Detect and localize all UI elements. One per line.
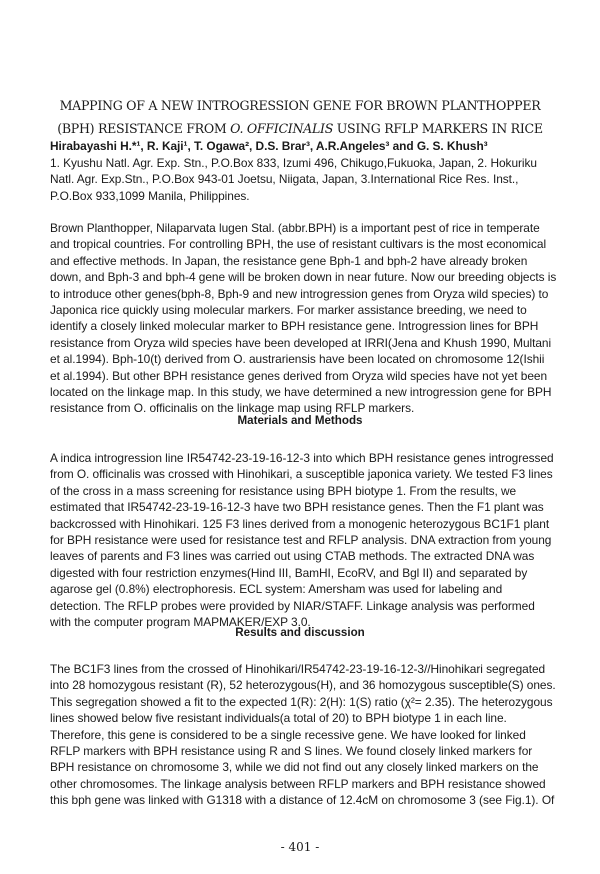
text-line: to introduce other genes(bph-8, Bph-9 and new introgression genes from Oryza wild species) to — [50, 286, 549, 301]
text-line: resistance from O. officinalis on the linkage map using RFLP markers. — [50, 401, 415, 416]
section-heading-methods: Materials and Methods — [237, 414, 363, 427]
text-line: of the cross in a mass screening for resistance using BPH biotype 1. From the results, we — [50, 483, 517, 498]
text-line: BPH resistance on chromosome 3, while we did not find out any closely linked markers on the — [50, 760, 539, 775]
text-line: The BC1F3 lines from the crossed of Hinohikari/IR54742-23-19-16-12-3//Hinohikari segregated — [50, 662, 546, 676]
section-heading-results: Results and discussion — [235, 626, 365, 639]
results-paragraph — [50, 661, 570, 809]
paper-title — [50, 94, 550, 140]
text-line: and tropical countries. For controlling BPH, the use of resistant cultivars is the most economical — [50, 237, 547, 252]
methods-paragraph — [50, 450, 570, 630]
text-line: located on the linkage map. In this study, we have determined a new introgression gene for BPH — [50, 385, 552, 400]
text-line: resistance from Oryza wild species have been developed at IRRI(Jena and Khush 1990, Multani — [50, 335, 552, 350]
text-line: Japonica rice quickly using molecular markers. For marker assistance breeding, we need to — [50, 303, 527, 318]
text-line: A indica introgression line IR54742-23-19-16-12-3 into which BPH resistance genes introgressed — [50, 451, 554, 465]
text-line: and effective methods. In Japan, the resistance gene Bph-1 and bph-2 have already broken — [50, 253, 528, 268]
text-line: other chromosomes. The linkage analysis between RFLP markers and BPH resistance showed — [50, 776, 546, 791]
affiliations — [50, 155, 565, 204]
text-line: RFLP markers with BPH resistance using R and S lines. We found closely linked markers for — [50, 744, 533, 759]
text-line: et al.1994). But other BPH resistance genes derived from Oryza wild species have not yet been — [50, 368, 548, 383]
author-list: Hirabayashi H.*¹, R. Kaji¹, T. Ogawa², D.S. Brar³, A.R.Angeles³ and G. S. Khush³ — [50, 139, 488, 153]
text-line: this bph gene was linked with G1318 with a distance of 12.4cM on chromosome 3 (see Fig.1). Of — [50, 793, 555, 808]
text-line: et al.1994). Bph-10(t) derived from O. austrariensis have been located on chromosome 12(Ishii — [50, 352, 545, 367]
affiliation-line: Natl. Agr. Exp.Stn., P.O.Box 943-01 Joetsu, Niigata, Japan, 3.International Rice Res. Inst., — [50, 172, 519, 187]
title-line-2: (BPH) RESISTANCE FROM O. OFFICINALIS USING RFLP MARKERS IN RICE — [57, 121, 543, 136]
text-line: backcrossed with Hinohikari. 125 F3 lines derived from a monogenic heterozygous BC1F1 plant — [50, 516, 550, 531]
text-line: lines showed below five resistant individuals(a total of 20) to BPH biotype 1 in each line. — [50, 711, 507, 726]
introduction-paragraph — [50, 220, 570, 417]
title-line-1: MAPPING OF A NEW INTROGRESSION GENE FOR BROWN PLANTHOPPER — [59, 98, 541, 113]
text-line: Brown Planthopper, Nilaparvata lugen Stal. (abbr.BPH) is a important pest of rice in temperate — [50, 221, 540, 235]
text-line: detection. The RFLP probes were provided by NIAR/STAFF. Linkage analysis was performed — [50, 598, 535, 613]
text-line: Therefore, this gene is considered to be a single recessive gene. We have looked for linked — [50, 727, 526, 742]
text-line: digested with four restriction enzymes(Hind III, BamHI, EcoRV, and Bgl II) and separated by — [50, 565, 528, 580]
page-number: - 401 - — [280, 840, 320, 854]
text-line: This segregation showed a fit to the expected 1(R): 2(H): 1(S) ratio (χ²= 2.35). The heterozygous — [50, 694, 553, 709]
text-line: leaves of parents and F3 lines was carried out using CTAB methods. The extracted DNA was — [50, 549, 535, 564]
text-line: with the computer program MAPMAKER/EXP 3.0. — [50, 615, 311, 630]
affiliation-line: 1. Kyushu Natl. Agr. Exp. Stn., P.O.Box 833, Izumi 496, Chikugo,Fukuoka, Japan, 2. Hokuriku — [50, 156, 537, 170]
text-line: into 28 homozygous resistant (R), 52 heterozygous(H), and 36 homozygous susceptible(S) ones. — [50, 678, 556, 693]
text-line: down, and Bph-3 and bph-4 gene will be broken down in near future. Now our breeding objects is — [50, 270, 557, 285]
affiliation-line: P.O.Box 933,1099 Manila, Philippines. — [50, 188, 250, 203]
text-line: agarose gel (0.8%) electrophoresis. ECL system: Amersham was used for labeling and — [50, 582, 503, 597]
text-line: estimated that IR54742-23-19-16-12-3 have two BPH resistance genes. Then the F1 plant was — [50, 500, 544, 515]
text-line: from O. officinalis was crossed with Hinohikari, a susceptible japonica variety. We tested F3 lines — [50, 467, 553, 482]
text-line: for BPH resistance were used for resistance test and RFLP analysis. DNA extraction from young — [50, 533, 552, 548]
text-line: identify a closely linked molecular marker to BPH resistance gene. Introgression lines for BPH — [50, 319, 539, 334]
